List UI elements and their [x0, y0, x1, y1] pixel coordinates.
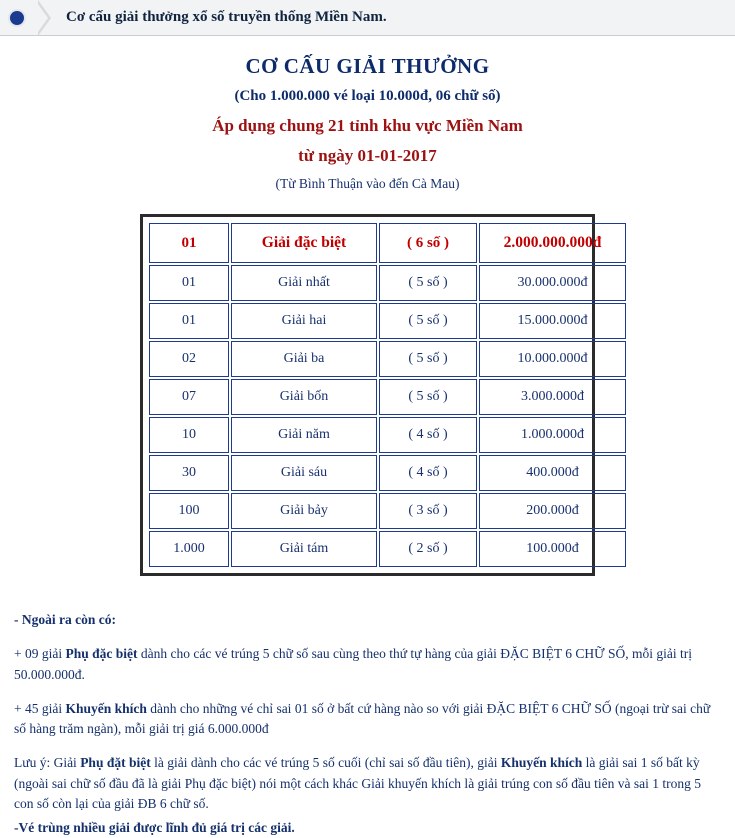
- table-row: [149, 531, 626, 567]
- document-title: CƠ CẤU GIẢI THƯỞNG: [245, 54, 490, 78]
- note-special-sub-prize: [14, 644, 721, 685]
- note-2-part-a: + 45 giải: [14, 700, 66, 716]
- prize-value: 10.000.000đ: [479, 341, 626, 377]
- prize-value: 30.000.000đ: [479, 265, 626, 301]
- table-row: [149, 341, 626, 377]
- table-row: [149, 493, 626, 529]
- prize-value: 400.000đ: [479, 455, 626, 491]
- page-title: Cơ cấu giải thưởng xổ số truyền thống Miền Nam.: [66, 9, 387, 25]
- table-row: [149, 265, 626, 301]
- document-region-note: (Từ Bình Thuận vào đến Cà Mau): [275, 176, 460, 191]
- prize-name: Giải hai: [231, 303, 377, 339]
- prize-count: 01: [149, 223, 229, 263]
- table-row: [149, 303, 626, 339]
- prize-digits: ( 4 số ): [379, 455, 477, 491]
- dot-icon: [10, 11, 24, 25]
- note-2-emphasis: Khuyến khích: [65, 700, 147, 716]
- document-subtitle-effective-date: từ ngày 01-01-2017: [298, 146, 437, 165]
- note-3-part-c: là giải dành cho các vé trúng 5 số cuối (chỉ sai số đầu tiên), giải: [150, 755, 501, 771]
- prize-value: 200.000đ: [479, 493, 626, 529]
- page-header: [0, 0, 735, 36]
- prize-name: Giải ba: [231, 341, 377, 377]
- prize-name: Giải đặc biệt: [231, 223, 377, 263]
- note-clarification: [14, 753, 721, 814]
- prize-count: 100: [149, 493, 229, 529]
- prize-value: 1.000.000đ: [479, 417, 626, 453]
- prize-name: Giải sáu: [231, 455, 377, 491]
- prize-digits: ( 5 số ): [379, 265, 477, 301]
- prize-digits: ( 5 số ): [379, 379, 477, 415]
- prize-count: 01: [149, 265, 229, 301]
- notes-heading: - Ngoài ra còn có:: [14, 612, 116, 627]
- table-row: [149, 417, 626, 453]
- note-1-part-d: 50.000.000đ.: [14, 666, 85, 682]
- prize-name: Giải bảy: [231, 493, 377, 529]
- prize-count: 30: [149, 455, 229, 491]
- note-3-emphasis-1: Phụ đặt biệt: [80, 755, 151, 771]
- note-2-part-c: dành cho những vé chỉ sai 01 số ở bất cứ hàng nào so với giải ĐẶC BIỆT 6 CHỮ SỐ (ngoại trừ sai chữ số hàng trăm ngàn), mỗi giải trị giá 6.000.000đ: [14, 700, 711, 736]
- notes-section: [14, 610, 721, 838]
- note-1-emphasis: Phụ đặc biệt: [65, 646, 138, 662]
- prize-table: [147, 221, 628, 569]
- prize-name: Giải tám: [231, 531, 377, 567]
- table-row: [149, 223, 626, 263]
- table-row: [149, 379, 626, 415]
- prize-value: 100.000đ: [479, 531, 626, 567]
- document-subtitle-ticket-info: (Cho 1.000.000 vé loại 10.000đ, 06 chữ số): [234, 88, 501, 104]
- prize-digits: ( 5 số ): [379, 303, 477, 339]
- prize-value: 2.000.000.000đ: [479, 223, 626, 263]
- content-area: [0, 54, 735, 838]
- breadcrumb-arrow-icon: [38, 0, 60, 36]
- note-3-emphasis-2: Khuyến khích: [500, 755, 583, 771]
- prize-count: 1.000: [149, 531, 229, 567]
- prize-value: 3.000.000đ: [479, 379, 626, 415]
- title-block: [14, 54, 721, 192]
- note-1-part-c: dành cho các vé trúng 5 chữ số sau cùng theo thứ tự hàng của giải ĐẶC BIỆT 6 CHỮ SỐ, mỗi giải trị: [137, 646, 692, 662]
- prize-digits: ( 3 số ): [379, 493, 477, 529]
- note-3-part-e: là giải sai 1 số bất kỳ (ngoài sai chữ số đầu đã là giải Phụ đặc biệt) nói một cách khác Giải khuyến khích là giải trúng con số đầu tiên và sai 1 trong 5 con số còn lại của giải ĐB 6 chữ số.: [14, 755, 702, 811]
- document-subtitle-region: Áp dụng chung 21 tỉnh khu vực Miền Nam: [212, 116, 523, 135]
- prize-table-container: [140, 214, 602, 576]
- prize-count: 07: [149, 379, 229, 415]
- prize-value: 15.000.000đ: [479, 303, 626, 339]
- note-3-part-a: Lưu ý: Giải: [14, 755, 81, 771]
- prize-count: 10: [149, 417, 229, 453]
- prize-name: Giải năm: [231, 417, 377, 453]
- note-1-part-a: + 09 giải: [14, 646, 66, 662]
- table-row: [149, 455, 626, 491]
- prize-digits: ( 4 số ): [379, 417, 477, 453]
- prize-name: Giải nhất: [231, 265, 377, 301]
- prize-count: 02: [149, 341, 229, 377]
- prize-count: 01: [149, 303, 229, 339]
- prize-digits: ( 6 số ): [379, 223, 477, 263]
- prize-name: Giải bốn: [231, 379, 377, 415]
- note-consolation-prize: [14, 699, 721, 740]
- prize-digits: ( 2 số ): [379, 531, 477, 567]
- prize-digits: ( 5 số ): [379, 341, 477, 377]
- note-multiple-prizes: -Vé trùng nhiều giải được lĩnh đủ giá trị các giải.: [14, 820, 295, 835]
